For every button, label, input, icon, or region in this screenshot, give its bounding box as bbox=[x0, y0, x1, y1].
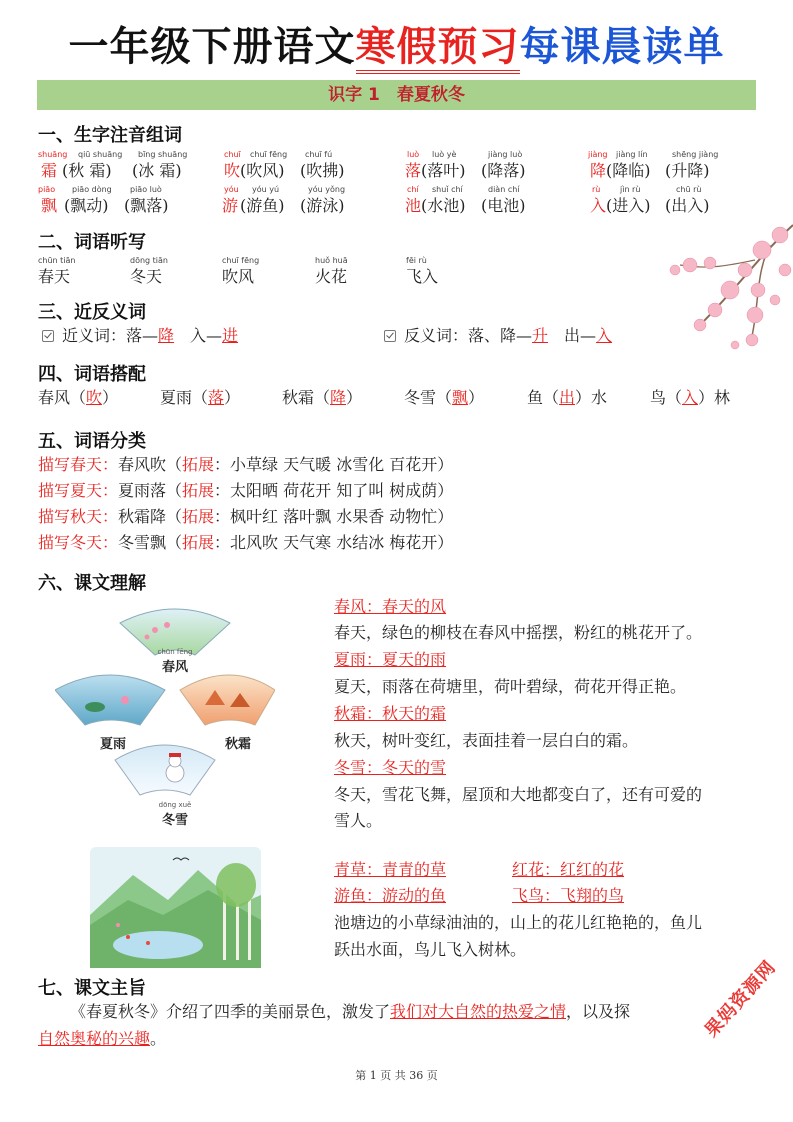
word: (升降) bbox=[665, 161, 710, 180]
antonyms-line bbox=[384, 325, 612, 347]
antonyms-mid: 出— bbox=[548, 326, 597, 345]
theme-highlight: 我们对大自然的热爱之情 bbox=[390, 1002, 567, 1021]
word: (水池) bbox=[421, 196, 466, 215]
dictation-word: 火花 bbox=[315, 267, 348, 286]
word: (游鱼) bbox=[240, 196, 285, 215]
section-2-heading: 二、词语听写 bbox=[38, 232, 146, 253]
word-pinyin: qiū shuāng bbox=[78, 150, 123, 159]
section-7-heading: 七、课文主旨 bbox=[38, 978, 146, 999]
section-1-heading: 一、生字注音组词 bbox=[38, 125, 182, 146]
word: (飘动) bbox=[64, 196, 109, 215]
collocation-item: 冬雪（飘） bbox=[404, 388, 485, 407]
word-pinyin: chū rù bbox=[676, 185, 702, 194]
checkbox-icon bbox=[42, 330, 54, 342]
landscape-illustration bbox=[88, 845, 263, 970]
understanding-term: 飞鸟：飞翔的鸟 bbox=[512, 886, 625, 905]
word-pinyin: yóu yú bbox=[252, 185, 280, 194]
word: (出入) bbox=[665, 196, 710, 215]
new-char: 飘 bbox=[41, 196, 58, 215]
dictation-pinyin: huǒ huā bbox=[315, 256, 348, 265]
collocation-answer: 出 bbox=[559, 388, 576, 407]
char-pinyin: rù bbox=[592, 185, 601, 194]
word: (游泳) bbox=[300, 196, 345, 215]
classify-row: 描写夏天：夏雨落（拓展：太阳晒 荷花开 知了叫 树成荫） bbox=[38, 481, 454, 500]
synonym-answer: 进 bbox=[222, 326, 239, 345]
understanding-text: 雪人。 bbox=[334, 811, 383, 830]
new-char: 落 bbox=[405, 161, 422, 180]
new-char: 降 bbox=[590, 161, 607, 180]
classify-row: 描写秋天：秋霜降（拓展：枫叶红 落叶飘 水果香 动物忙） bbox=[38, 507, 454, 526]
dictation-word: 春天 bbox=[38, 267, 71, 286]
synonyms-line bbox=[42, 325, 238, 347]
dictation-pinyin: chūn tiān bbox=[38, 256, 76, 265]
char-pinyin: jiàng bbox=[588, 150, 608, 159]
dictation-word: 冬天 bbox=[130, 267, 163, 286]
fan-caption: 夏雨 bbox=[99, 737, 126, 752]
collocation-item: 春风（吹） bbox=[38, 388, 119, 407]
fan-caption: 冬雪 bbox=[161, 813, 188, 828]
word-pinyin: jiàng luò bbox=[488, 150, 523, 159]
collocation-answer: 落 bbox=[208, 388, 225, 407]
collocation-item: 鱼（出）水 bbox=[527, 388, 608, 407]
word: (进入) bbox=[606, 196, 651, 215]
dictation-word: 吹风 bbox=[222, 267, 255, 286]
word: (降落) bbox=[481, 161, 526, 180]
word: (秋 霜) bbox=[62, 161, 112, 180]
section-6-heading: 六、课文理解 bbox=[38, 573, 146, 594]
title-part-2: 寒假预习 bbox=[356, 24, 520, 74]
seasons-fan-illustration bbox=[55, 595, 275, 805]
fan-caption-pinyin: dōng xuě bbox=[158, 801, 192, 809]
watermark: 果妈资源网 bbox=[701, 956, 781, 1042]
word-pinyin: chuī fēng bbox=[250, 150, 288, 159]
page-footer: 第 1 页 共 36 页 bbox=[355, 1069, 438, 1082]
section-3-heading: 三、近反义词 bbox=[38, 302, 146, 323]
synonyms-label: 近义词：落— bbox=[62, 326, 159, 345]
page-title bbox=[0, 22, 793, 72]
lesson-banner: 识字 1 春夏秋冬 bbox=[37, 80, 756, 110]
understanding-term: 冬雪：冬天的雪 bbox=[334, 758, 447, 777]
understanding-text: 春天，绿色的柳枝在春风中摇摆，粉红的桃花开了。 bbox=[334, 623, 703, 642]
char-pinyin: chuī bbox=[224, 150, 241, 159]
word: (电池) bbox=[481, 196, 526, 215]
new-char: 池 bbox=[405, 196, 422, 215]
understanding-term: 青草：青青的草 bbox=[334, 860, 447, 879]
word-pinyin: chuī fú bbox=[305, 150, 333, 159]
word-pinyin: shēng jiàng bbox=[672, 150, 719, 159]
title-part-1: 一年级下册语文 bbox=[68, 24, 356, 70]
new-char: 吹 bbox=[224, 161, 241, 180]
word-pinyin: jìn rù bbox=[620, 185, 641, 194]
word: (吹拂) bbox=[300, 161, 345, 180]
antonym-answer: 升 bbox=[532, 326, 549, 345]
char-pinyin: chí bbox=[407, 185, 419, 194]
understanding-text: 池塘边的小草绿油油的，山上的花儿红艳艳的，鱼儿 bbox=[334, 913, 703, 932]
classify-row: 描写春天：春风吹（拓展：小草绿 天气暖 冰雪化 百花开） bbox=[38, 455, 454, 474]
word: (降临) bbox=[606, 161, 651, 180]
collocation-answer: 降 bbox=[330, 388, 347, 407]
char-pinyin: yóu bbox=[224, 185, 239, 194]
new-char: 霜 bbox=[41, 161, 58, 180]
antonyms-label: 反义词：落、降— bbox=[404, 326, 533, 345]
word-pinyin: jiàng lín bbox=[616, 150, 648, 159]
understanding-term: 红花：红红的花 bbox=[512, 860, 625, 879]
blossom-decoration bbox=[660, 215, 793, 365]
understanding-term: 秋霜：秋天的霜 bbox=[334, 704, 447, 723]
dictation-pinyin: fēi rù bbox=[406, 256, 427, 265]
word-pinyin: luò yè bbox=[432, 150, 457, 159]
collocation-answer: 吹 bbox=[86, 388, 103, 407]
understanding-term: 春风：春天的风 bbox=[334, 597, 447, 616]
word: (飘落) bbox=[124, 196, 169, 215]
collocation-item: 秋霜（降） bbox=[282, 388, 363, 407]
antonym-answer: 入 bbox=[596, 326, 613, 345]
understanding-text: 跃出水面，鸟儿飞入树林。 bbox=[334, 940, 527, 959]
checkbox-icon bbox=[384, 330, 396, 342]
synonym-answer: 降 bbox=[158, 326, 175, 345]
new-char: 入 bbox=[590, 196, 607, 215]
word-pinyin: piāo luò bbox=[130, 185, 162, 194]
title-part-3: 每课晨读单 bbox=[519, 24, 725, 70]
theme-line-1: 《春夏秋冬》介绍了四季的美丽景色，激发了我们对大自然的热爱之情，以及探 bbox=[70, 1002, 631, 1021]
word-pinyin: diàn chí bbox=[488, 185, 520, 194]
understanding-text: 冬天，雪花飞舞，屋顶和大地都变白了，还有可爱的 bbox=[334, 785, 703, 804]
collocation-item: 夏雨（落） bbox=[160, 388, 241, 407]
section-5-heading: 五、词语分类 bbox=[38, 431, 146, 452]
fan-caption: 秋霜 bbox=[224, 737, 251, 752]
char-pinyin: shuāng bbox=[38, 150, 68, 159]
char-pinyin: piāo bbox=[38, 185, 56, 194]
understanding-text: 秋天，树叶变红，表面挂着一层白白的霜。 bbox=[334, 731, 639, 750]
section-4-heading: 四、词语搭配 bbox=[38, 364, 146, 385]
collocation-item: 鸟（入）林 bbox=[650, 388, 731, 407]
dictation-pinyin: dōng tiān bbox=[130, 256, 168, 265]
classify-row: 描写冬天：冬雪飘（拓展：北风吹 天气寒 水结冰 梅花开） bbox=[38, 533, 454, 552]
understanding-term: 夏雨：夏天的雨 bbox=[334, 650, 447, 669]
fan-caption-pinyin: chūn fēng bbox=[157, 648, 193, 656]
word-pinyin: yóu yǒng bbox=[308, 185, 346, 194]
fan-caption: 春风 bbox=[161, 660, 188, 675]
word: (冰 霜) bbox=[132, 161, 182, 180]
word-pinyin: shuǐ chí bbox=[432, 185, 463, 194]
word: (落叶) bbox=[421, 161, 466, 180]
dictation-pinyin: chuī fēng bbox=[222, 256, 260, 265]
understanding-term: 游鱼：游动的鱼 bbox=[334, 886, 447, 905]
word-pinyin: piāo dòng bbox=[72, 185, 112, 194]
collocation-answer: 入 bbox=[682, 388, 699, 407]
char-pinyin: luò bbox=[407, 150, 420, 159]
synonyms-mid: 入— bbox=[174, 326, 223, 345]
new-char: 游 bbox=[222, 196, 239, 215]
word-pinyin: bīng shuāng bbox=[138, 150, 188, 159]
word: (吹风) bbox=[240, 161, 285, 180]
dictation-word: 飞入 bbox=[406, 267, 439, 286]
collocation-answer: 飘 bbox=[452, 388, 469, 407]
theme-highlight: 自然奥秘的兴趣 bbox=[38, 1029, 151, 1048]
understanding-text: 夏天，雨落在荷塘里，荷叶碧绿，荷花开得正艳。 bbox=[334, 677, 687, 696]
theme-line-2: 自然奥秘的兴趣。 bbox=[38, 1029, 167, 1048]
